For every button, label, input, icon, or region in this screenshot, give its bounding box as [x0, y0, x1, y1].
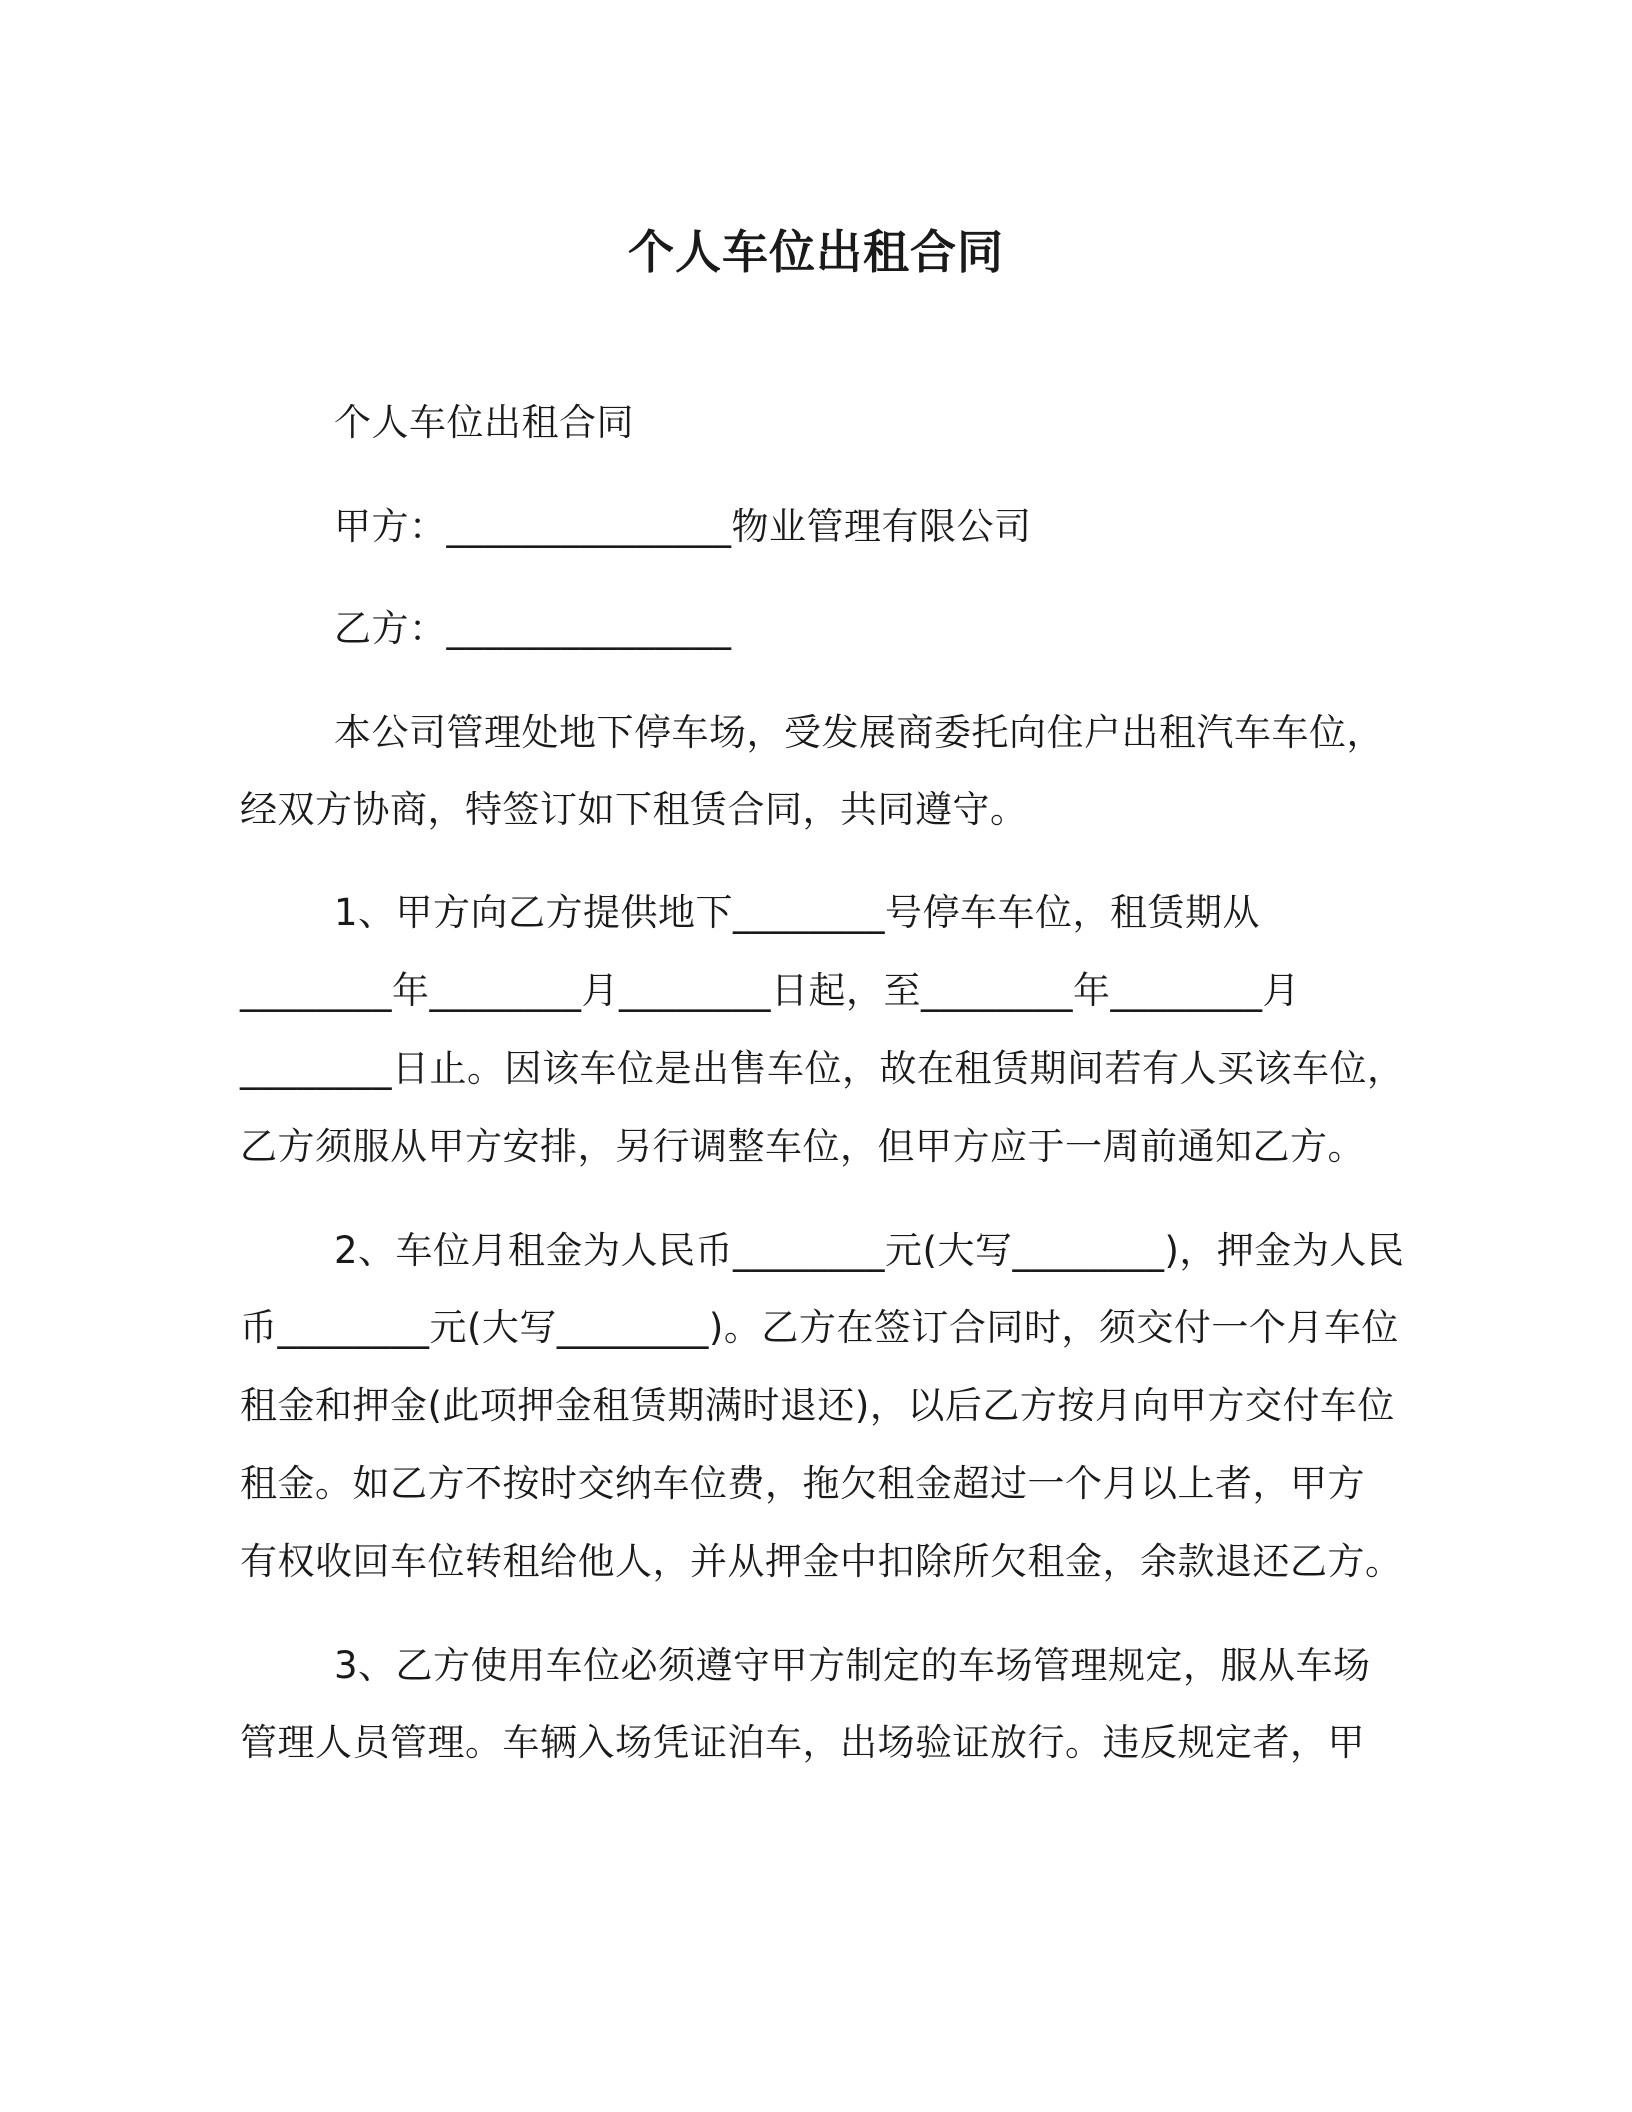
subtitle: 个人车位出租合同 [334, 401, 634, 444]
clause-1-line: ________年________月________日起，至________年________月 [240, 969, 1300, 1012]
clause-1-line: 乙方须服从甲方安排，另行调整车位，但甲方应于一周前通知乙方。 [240, 1125, 1365, 1168]
clause-1-line: ________日止。因该车位是出售车位，故在租赁期间若有人买该车位， [240, 1047, 1405, 1090]
clause-2-line: 租金和押金(此项押金租赁期满时退还)，以后乙方按月向甲方交付车位 [240, 1384, 1395, 1427]
clause-1-line: 1、甲方向乙方提供地下________号停车车位，租赁期从 [334, 891, 1261, 934]
clause-2-line: 租金。如乙方不按时交纳车位费，拖欠租金超过一个月以上者，甲方 [240, 1462, 1365, 1505]
intro-line: 经双方协商，特签订如下租赁合同，共同遵守。 [240, 788, 1028, 831]
document-title: 个人车位出租合同 [628, 225, 1004, 279]
party-a-line: 甲方：_______________物业管理有限公司 [334, 505, 1032, 548]
clause-3-line: 管理人员管理。车辆入场凭证泊车，出场验证放行。违反规定者，甲 [240, 1721, 1365, 1764]
clause-3-line: 3、乙方使用车位必须遵守甲方制定的车场管理规定，服从车场 [334, 1644, 1371, 1687]
clause-2-line: 2、车位月租金为人民币________元(大写________)，押金为人民 [334, 1229, 1405, 1272]
party-b-line: 乙方：_______________ [334, 607, 732, 650]
clause-2-line: 币________元(大写________)。乙方在签订合同时，须交付一个月车位 [240, 1306, 1399, 1349]
clause-2-line: 有权收回车位转租给他人，并从押金中扣除所欠租金，余款退还乙方。 [240, 1540, 1403, 1583]
intro-line: 本公司管理处地下停车场，受发展商委托向住户出租汽车车位， [334, 711, 1384, 754]
